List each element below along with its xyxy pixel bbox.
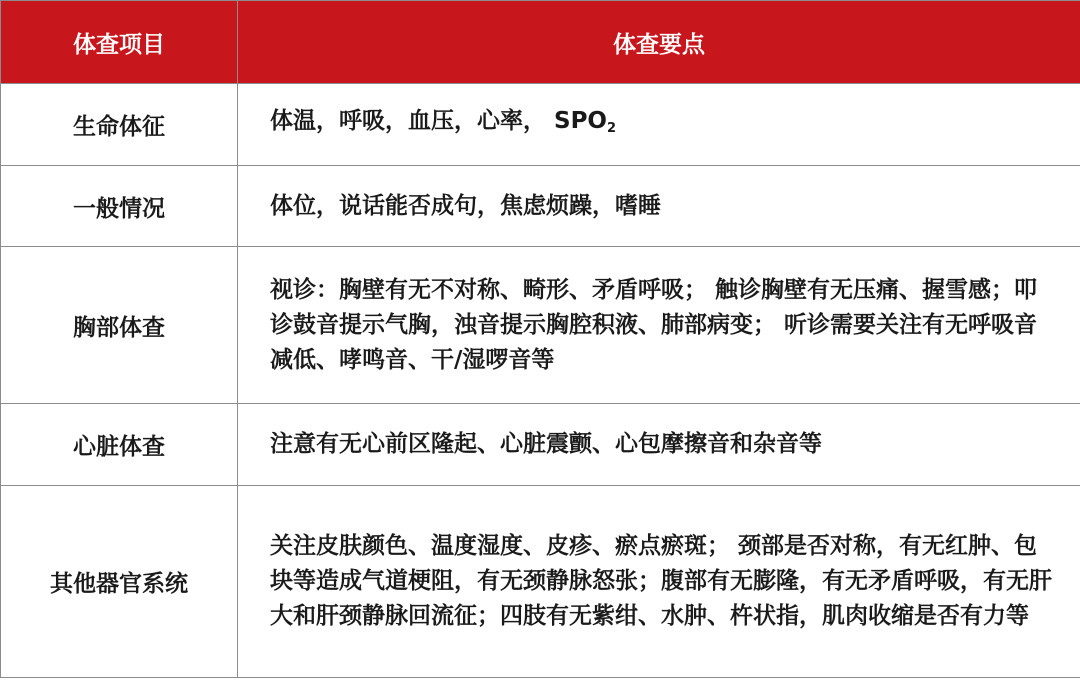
points-text: 体温，呼吸，血压，心率， SPO [270,107,607,134]
subscript-text: 2 [606,120,617,136]
exam-points-cell [238,84,1080,166]
exam-item-cell: 胸部体查 [1,247,238,404]
header-exam-points: 体查要点 [238,1,1080,84]
exam-item-cell: 生命体征 [1,84,238,166]
exam-points-cell: 关注皮肤颜色、温度湿度、皮疹、瘀点瘀斑； 颈部是否对称，有无红肿、包块等造成气道梗阻，有无颈静脉怒张；腹部有无膨隆，有无矛盾呼吸，有无肝大和肝颈静脉回流征；四肢有无紫绀、水肿、杵状指，肌肉收缩是否有力等 [238,486,1080,678]
table-row [1,166,1080,247]
exam-item-cell: 一般情况 [1,166,238,247]
exam-points-cell: 体位，说话能否成句，焦虑烦躁，嗜睡 [238,166,1080,247]
table-header-row [1,1,1080,84]
table-row [1,404,1080,486]
table-row [1,84,1080,166]
exam-item-cell: 其他器官系统 [1,486,238,678]
exam-points-cell: 注意有无心前区隆起、心脏震颤、心包摩擦音和杂音等 [238,404,1080,486]
table-row [1,486,1080,678]
table-row [1,247,1080,404]
exam-points-cell: 视诊：胸壁有无不对称、畸形、矛盾呼吸； 触诊胸壁有无压痛、握雪感；叩诊鼓音提示气胸，浊音提示胸腔积液、肺部病变； 听诊需要关注有无呼吸音减低、哮鸣音、干/湿啰音等 [238,247,1080,404]
header-exam-item: 体查项目 [1,1,238,84]
exam-item-cell: 心脏体查 [1,404,238,486]
